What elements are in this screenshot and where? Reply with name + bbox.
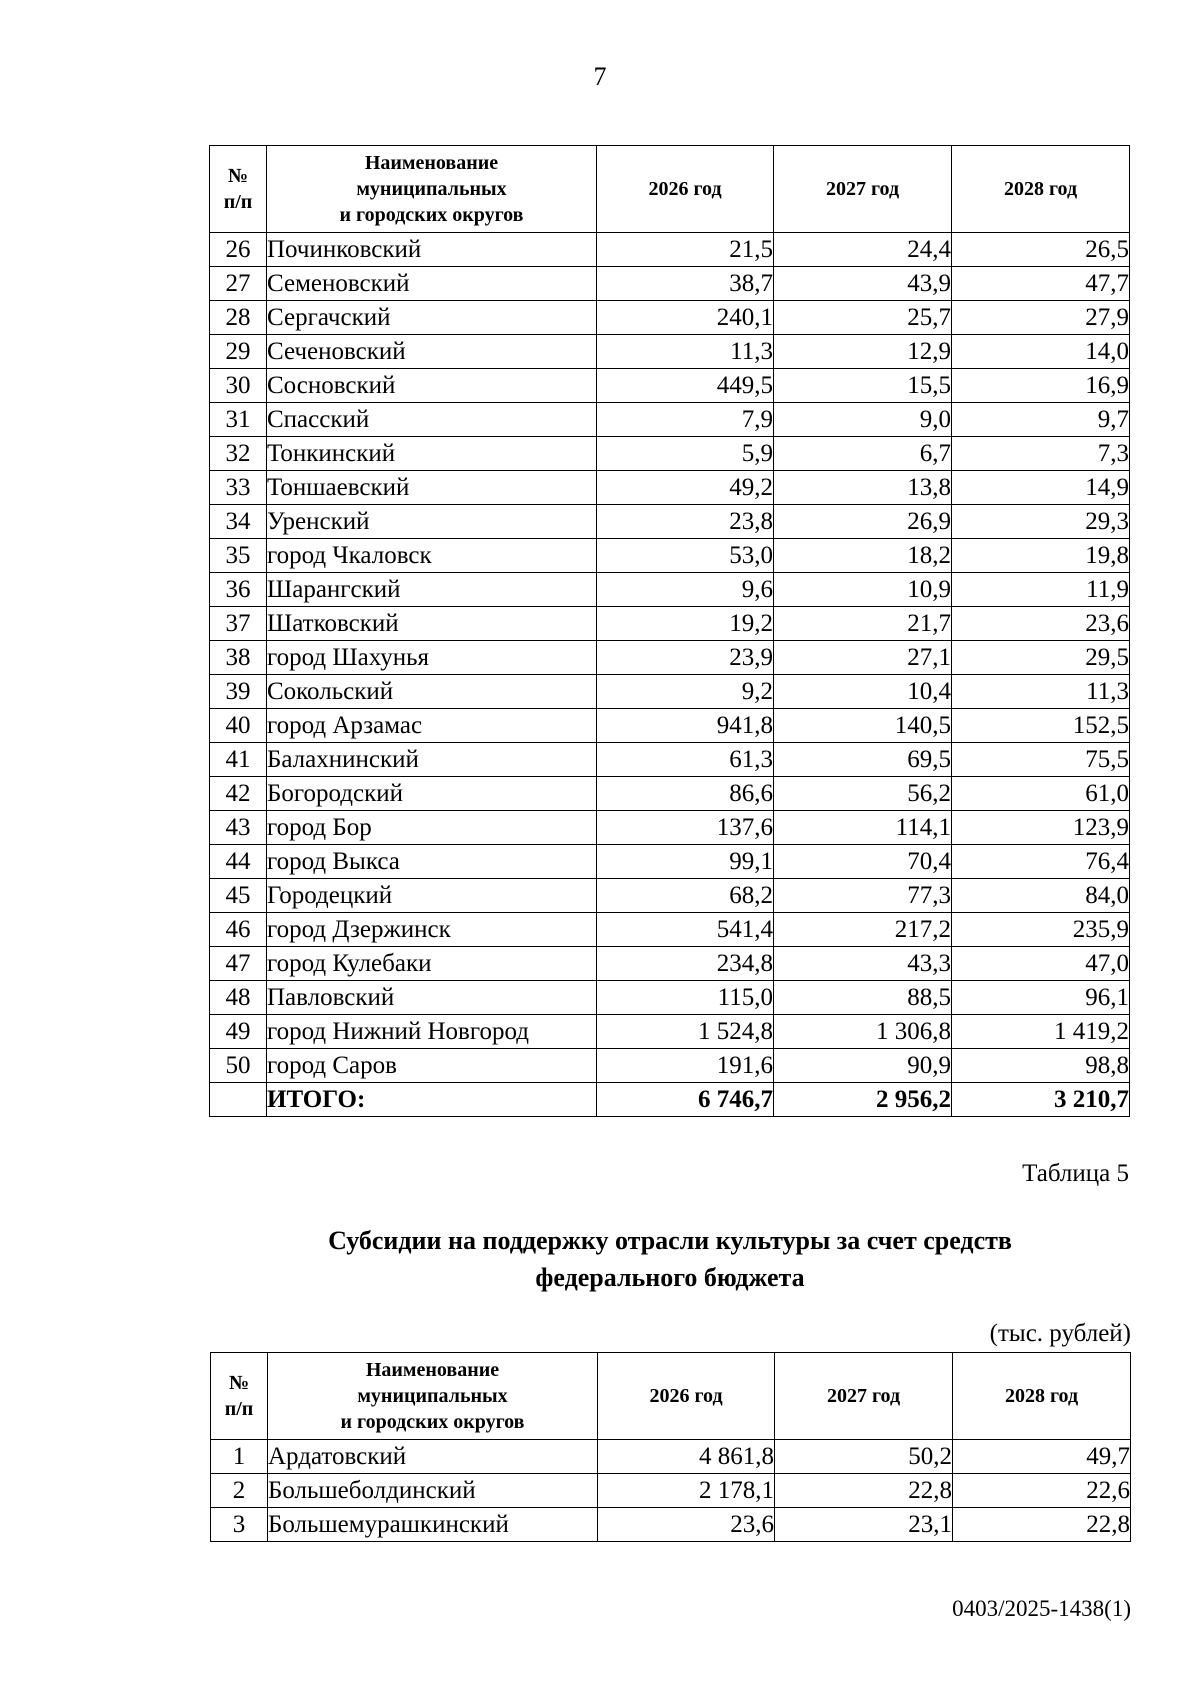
value-2027: 25,7	[774, 301, 952, 335]
value-2026: 541,4	[597, 913, 774, 947]
value-2027: 1 306,8	[774, 1015, 952, 1049]
value-2026: 4 861,8	[598, 1440, 775, 1474]
table-row	[210, 1015, 1130, 1049]
value-2027: 114,1	[774, 811, 952, 845]
row-number: 36	[210, 573, 267, 607]
value-2026: 23,6	[598, 1508, 775, 1542]
value-2026: 21,5	[597, 233, 774, 267]
value-2026: 68,2	[597, 879, 774, 913]
value-2026: 9,6	[597, 573, 774, 607]
row-number: 44	[210, 845, 267, 879]
table-row	[210, 233, 1130, 267]
district-name: Сергачский	[267, 301, 597, 335]
district-name: город Нижний Новгород	[267, 1015, 597, 1049]
value-2027: 6,7	[774, 437, 952, 471]
district-name: Богородский	[267, 777, 597, 811]
row-number: 41	[210, 743, 267, 777]
value-2026: 9,2	[597, 675, 774, 709]
district-name: Шатковский	[267, 607, 597, 641]
district-name: Павловский	[267, 981, 597, 1015]
table-row	[210, 437, 1130, 471]
table-row	[210, 369, 1130, 403]
table-row	[210, 879, 1130, 913]
value-2026: 23,9	[597, 641, 774, 675]
table-row	[210, 743, 1130, 777]
value-2027: 77,3	[774, 879, 952, 913]
value-2028: 75,5	[952, 743, 1130, 777]
section-title-line: Субсидии на поддержку отрасли культуры за счет средств	[328, 1226, 1012, 1255]
table-row	[210, 505, 1130, 539]
value-2028: 235,9	[952, 913, 1130, 947]
table-label: Таблица 5	[1022, 1160, 1129, 1187]
value-2026: 137,6	[597, 811, 774, 845]
row-number: 48	[210, 981, 267, 1015]
value-2027: 26,9	[774, 505, 952, 539]
header-2028: 2028 год	[953, 1353, 1131, 1440]
district-name: Починковский	[267, 233, 597, 267]
value-2028: 14,9	[952, 471, 1130, 505]
row-number: 40	[210, 709, 267, 743]
total-label: ИТОГО:	[267, 1083, 597, 1117]
row-number: 30	[210, 369, 267, 403]
value-2028: 47,7	[952, 267, 1130, 301]
value-2028: 49,7	[953, 1440, 1131, 1474]
district-name: Большемурашкинский	[268, 1508, 598, 1542]
total-2026: 6 746,7	[597, 1083, 774, 1117]
district-name: Тонкинский	[267, 437, 597, 471]
row-number: 34	[210, 505, 267, 539]
table-header-row	[210, 146, 1130, 233]
value-2026: 240,1	[597, 301, 774, 335]
district-name: Сеченовский	[267, 335, 597, 369]
table-row	[210, 335, 1130, 369]
value-2026: 5,9	[597, 437, 774, 471]
section-title-line: федерального бюджета	[535, 1263, 805, 1292]
subsidy-table-continued	[209, 145, 1130, 1117]
district-name: Уренский	[267, 505, 597, 539]
section-title	[150, 1222, 1190, 1296]
total-2028: 3 210,7	[952, 1083, 1130, 1117]
value-2028: 61,0	[952, 777, 1130, 811]
value-2028: 23,6	[952, 607, 1130, 641]
table-row	[210, 777, 1130, 811]
table-row	[210, 947, 1130, 981]
row-number: 28	[210, 301, 267, 335]
table-row	[210, 1049, 1130, 1083]
row-number: 47	[210, 947, 267, 981]
table-row	[210, 403, 1130, 437]
value-2028: 14,0	[952, 335, 1130, 369]
value-2027: 21,7	[774, 607, 952, 641]
row-number: 33	[210, 471, 267, 505]
value-2028: 22,8	[953, 1508, 1131, 1542]
value-2026: 99,1	[597, 845, 774, 879]
row-number: 46	[210, 913, 267, 947]
table-row	[210, 539, 1130, 573]
value-2027: 56,2	[774, 777, 952, 811]
header-2027: 2027 год	[775, 1353, 953, 1440]
row-number: 43	[210, 811, 267, 845]
row-number: 26	[210, 233, 267, 267]
row-number: 38	[210, 641, 267, 675]
value-2027: 90,9	[774, 1049, 952, 1083]
value-2026: 234,8	[597, 947, 774, 981]
value-2027: 69,5	[774, 743, 952, 777]
row-number: 39	[210, 675, 267, 709]
table-row	[211, 1474, 1131, 1508]
value-2027: 27,1	[774, 641, 952, 675]
table-header-row	[211, 1353, 1131, 1440]
district-name: Тоншаевский	[267, 471, 597, 505]
table-row	[210, 913, 1130, 947]
value-2026: 941,8	[597, 709, 774, 743]
value-2027: 10,4	[774, 675, 952, 709]
value-2026: 191,6	[597, 1049, 774, 1083]
table-row	[210, 607, 1130, 641]
district-name: город Саров	[267, 1049, 597, 1083]
header-name: Наименование муниципальных и городских округов	[267, 146, 597, 233]
value-2027: 217,2	[774, 913, 952, 947]
value-2026: 23,8	[597, 505, 774, 539]
district-name: Ардатовский	[268, 1440, 598, 1474]
table-row	[211, 1440, 1131, 1474]
row-number: 27	[210, 267, 267, 301]
row-number: 50	[210, 1049, 267, 1083]
value-2028: 123,9	[952, 811, 1130, 845]
header-number: № п/п	[211, 1353, 268, 1440]
value-2027: 13,8	[774, 471, 952, 505]
document-code: 0403/2025-1438(1)	[952, 1596, 1131, 1621]
district-name: Балахнинский	[267, 743, 597, 777]
value-2026: 11,3	[597, 335, 774, 369]
table-row	[210, 267, 1130, 301]
district-name: город Выкса	[267, 845, 597, 879]
table-row	[210, 845, 1130, 879]
total-row	[210, 1083, 1130, 1117]
header-2027: 2027 год	[774, 146, 952, 233]
row-number: 42	[210, 777, 267, 811]
value-2028: 29,5	[952, 641, 1130, 675]
value-2028: 152,5	[952, 709, 1130, 743]
value-2027: 24,4	[774, 233, 952, 267]
value-2027: 22,8	[775, 1474, 953, 1508]
row-number: 32	[210, 437, 267, 471]
value-2027: 88,5	[774, 981, 952, 1015]
district-name: город Арзамас	[267, 709, 597, 743]
row-number: 35	[210, 539, 267, 573]
value-2026: 2 178,1	[598, 1474, 775, 1508]
row-number: 37	[210, 607, 267, 641]
value-2028: 11,9	[952, 573, 1130, 607]
value-2026: 86,6	[597, 777, 774, 811]
value-2028: 9,7	[952, 403, 1130, 437]
header-number: № п/п	[210, 146, 267, 233]
row-number: 2	[211, 1474, 268, 1508]
value-2028: 76,4	[952, 845, 1130, 879]
value-2027: 70,4	[774, 845, 952, 879]
value-2028: 29,3	[952, 505, 1130, 539]
value-2027: 10,9	[774, 573, 952, 607]
culture-subsidy-table	[210, 1352, 1131, 1542]
district-name: Спасский	[267, 403, 597, 437]
value-2028: 11,3	[952, 675, 1130, 709]
value-2028: 1 419,2	[952, 1015, 1130, 1049]
value-2027: 43,3	[774, 947, 952, 981]
value-2027: 50,2	[775, 1440, 953, 1474]
value-2026: 61,3	[597, 743, 774, 777]
district-name: Городецкий	[267, 879, 597, 913]
value-2027: 140,5	[774, 709, 952, 743]
value-2027: 15,5	[774, 369, 952, 403]
district-name: Семеновский	[267, 267, 597, 301]
value-2026: 1 524,8	[597, 1015, 774, 1049]
total-2027: 2 956,2	[774, 1083, 952, 1117]
district-name: Сосновский	[267, 369, 597, 403]
value-2026: 449,5	[597, 369, 774, 403]
row-number: 31	[210, 403, 267, 437]
value-2028: 98,8	[952, 1049, 1130, 1083]
header-2028: 2028 год	[952, 146, 1130, 233]
table-row	[210, 981, 1130, 1015]
value-2028: 47,0	[952, 947, 1130, 981]
row-number: 49	[210, 1015, 267, 1049]
value-2027: 43,9	[774, 267, 952, 301]
district-name: город Бор	[267, 811, 597, 845]
district-name: город Шахунья	[267, 641, 597, 675]
value-2028: 16,9	[952, 369, 1130, 403]
value-2028: 27,9	[952, 301, 1130, 335]
table-row	[210, 301, 1130, 335]
total-number-cell	[210, 1083, 267, 1117]
page-number: 7	[593, 62, 607, 91]
district-name: Шарангский	[267, 573, 597, 607]
unit-note: (тыс. рублей)	[989, 1320, 1131, 1347]
row-number: 3	[211, 1508, 268, 1542]
row-number: 29	[210, 335, 267, 369]
header-2026: 2026 год	[598, 1353, 775, 1440]
value-2027: 12,9	[774, 335, 952, 369]
table-row	[210, 675, 1130, 709]
district-name: Сокольский	[267, 675, 597, 709]
value-2026: 7,9	[597, 403, 774, 437]
value-2028: 7,3	[952, 437, 1130, 471]
row-number: 45	[210, 879, 267, 913]
value-2028: 22,6	[953, 1474, 1131, 1508]
value-2026: 49,2	[597, 471, 774, 505]
district-name: город Чкаловск	[267, 539, 597, 573]
header-2026: 2026 год	[597, 146, 774, 233]
table-row	[211, 1508, 1131, 1542]
value-2026: 38,7	[597, 267, 774, 301]
value-2026: 19,2	[597, 607, 774, 641]
value-2027: 18,2	[774, 539, 952, 573]
value-2026: 115,0	[597, 981, 774, 1015]
value-2027: 9,0	[774, 403, 952, 437]
value-2028: 19,8	[952, 539, 1130, 573]
table-row	[210, 573, 1130, 607]
table-row	[210, 811, 1130, 845]
value-2026: 53,0	[597, 539, 774, 573]
value-2028: 84,0	[952, 879, 1130, 913]
row-number: 1	[211, 1440, 268, 1474]
table-row	[210, 471, 1130, 505]
table-row	[210, 709, 1130, 743]
district-name: город Дзержинск	[267, 913, 597, 947]
value-2028: 96,1	[952, 981, 1130, 1015]
header-name: Наименование муниципальных и городских округов	[268, 1353, 598, 1440]
value-2027: 23,1	[775, 1508, 953, 1542]
district-name: город Кулебаки	[267, 947, 597, 981]
value-2028: 26,5	[952, 233, 1130, 267]
district-name: Большеболдинский	[268, 1474, 598, 1508]
table-row	[210, 641, 1130, 675]
